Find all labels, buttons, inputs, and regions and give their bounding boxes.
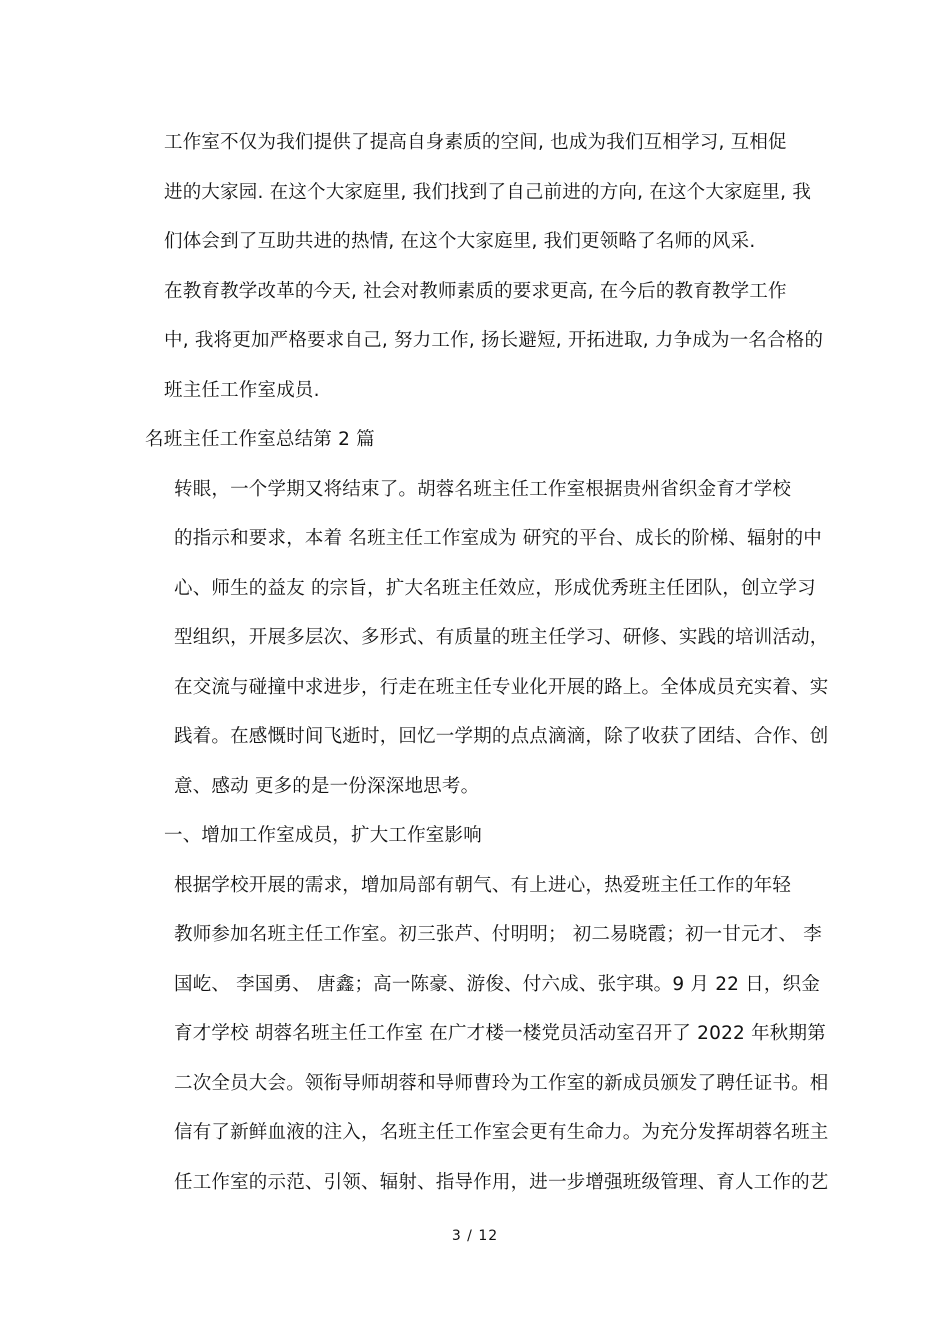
text-line: 工作室不仅为我们提供了提高自身素质的空间, 也成为我们互相学习, 互相促 <box>164 132 787 153</box>
paragraph-future-commitment <box>145 267 824 416</box>
text-line: 转眼，一个学期又将结束了。胡蓉名班主任工作室根据贵州省织金育才学校 <box>174 478 792 500</box>
paragraph-studio-benefits <box>145 118 810 267</box>
text-line: 进的大家园. 在这个大家庭里, 我们找到了自己前进的方向, 在这个大家庭里, 我 <box>164 181 812 203</box>
text-line: 的指示和要求，本着 名班主任工作室成为 研究的平台、成长的阶梯、辐射的中 <box>174 528 822 549</box>
text-line: 国屹、 李国勇、 唐鑫；高一陈豪、游俊、付六成、张宇琪。9 月 22 日，织金 <box>174 973 821 995</box>
subsection-heading <box>145 811 810 861</box>
text-line: 心、师生的益友 的宗旨，扩大名班主任效应，形成优秀班主任团队，创立学习 <box>174 577 816 599</box>
text-line: 任工作室的示范、引领、辐射、指导作用，进一步增强班级管理、育人工作的艺 <box>174 1171 829 1193</box>
page-number: 3 / 12 <box>451 1228 499 1244</box>
text-line: 育才学校 胡蓉名班主任工作室 在广才楼一楼党员活动室召开了 2022 年秋期第 <box>174 1023 826 1044</box>
section-title <box>145 415 810 465</box>
text-line: 根据学校开展的需求，增加局部有朝气、有上进心，热爱班主任工作的年轻 <box>174 874 792 896</box>
text-line: 型组织，开展多层次、多形式、有质量的班主任学习、研修、实践的培训活动， <box>174 627 829 648</box>
subsection-heading-text: 一、增加工作室成员，扩大工作室影响 <box>164 825 482 846</box>
text-line: 在教育教学改革的今天, 社会对教师素质的要求更高, 在今后的教育教学工作 <box>164 280 787 302</box>
text-line: 中, 我将更加严格要求自己, 努力工作, 扬长避短, 开拓进取, 力争成为一名合格的 <box>164 330 824 351</box>
text-line: 在交流与碰撞中求进步，行走在班主任专业化开展的路上。全体成员充实着、实 <box>174 676 829 698</box>
text-line: 意、感动 更多的是一份深深地思考。 <box>174 775 480 797</box>
paragraph-semester-summary <box>145 465 829 812</box>
text-line: 们体会到了互助共进的热情, 在这个大家庭里, 我们更领略了名师的风采. <box>164 231 756 252</box>
text-line: 教师参加名班主任工作室。初三张芦、付明明； 初二易晓霞；初一甘元才、 李 <box>174 924 822 945</box>
document-body <box>145 118 829 1207</box>
text-line: 践着。在感慨时间飞逝时，回忆一学期的点点滴滴，除了收获了团结、合作、创 <box>174 726 829 747</box>
section-title-text: 名班主任工作室总结第 2 篇 <box>145 429 375 450</box>
paragraph-new-members <box>145 861 829 1208</box>
text-line: 二次全员大会。领衔导师胡蓉和导师曹玲为工作室的新成员颁发了聘任证书。相 <box>174 1072 829 1094</box>
text-line: 信有了新鲜血液的注入，名班主任工作室会更有生命力。为充分发挥胡蓉名班主 <box>174 1122 829 1143</box>
text-line: 班主任工作室成员. <box>164 379 320 401</box>
